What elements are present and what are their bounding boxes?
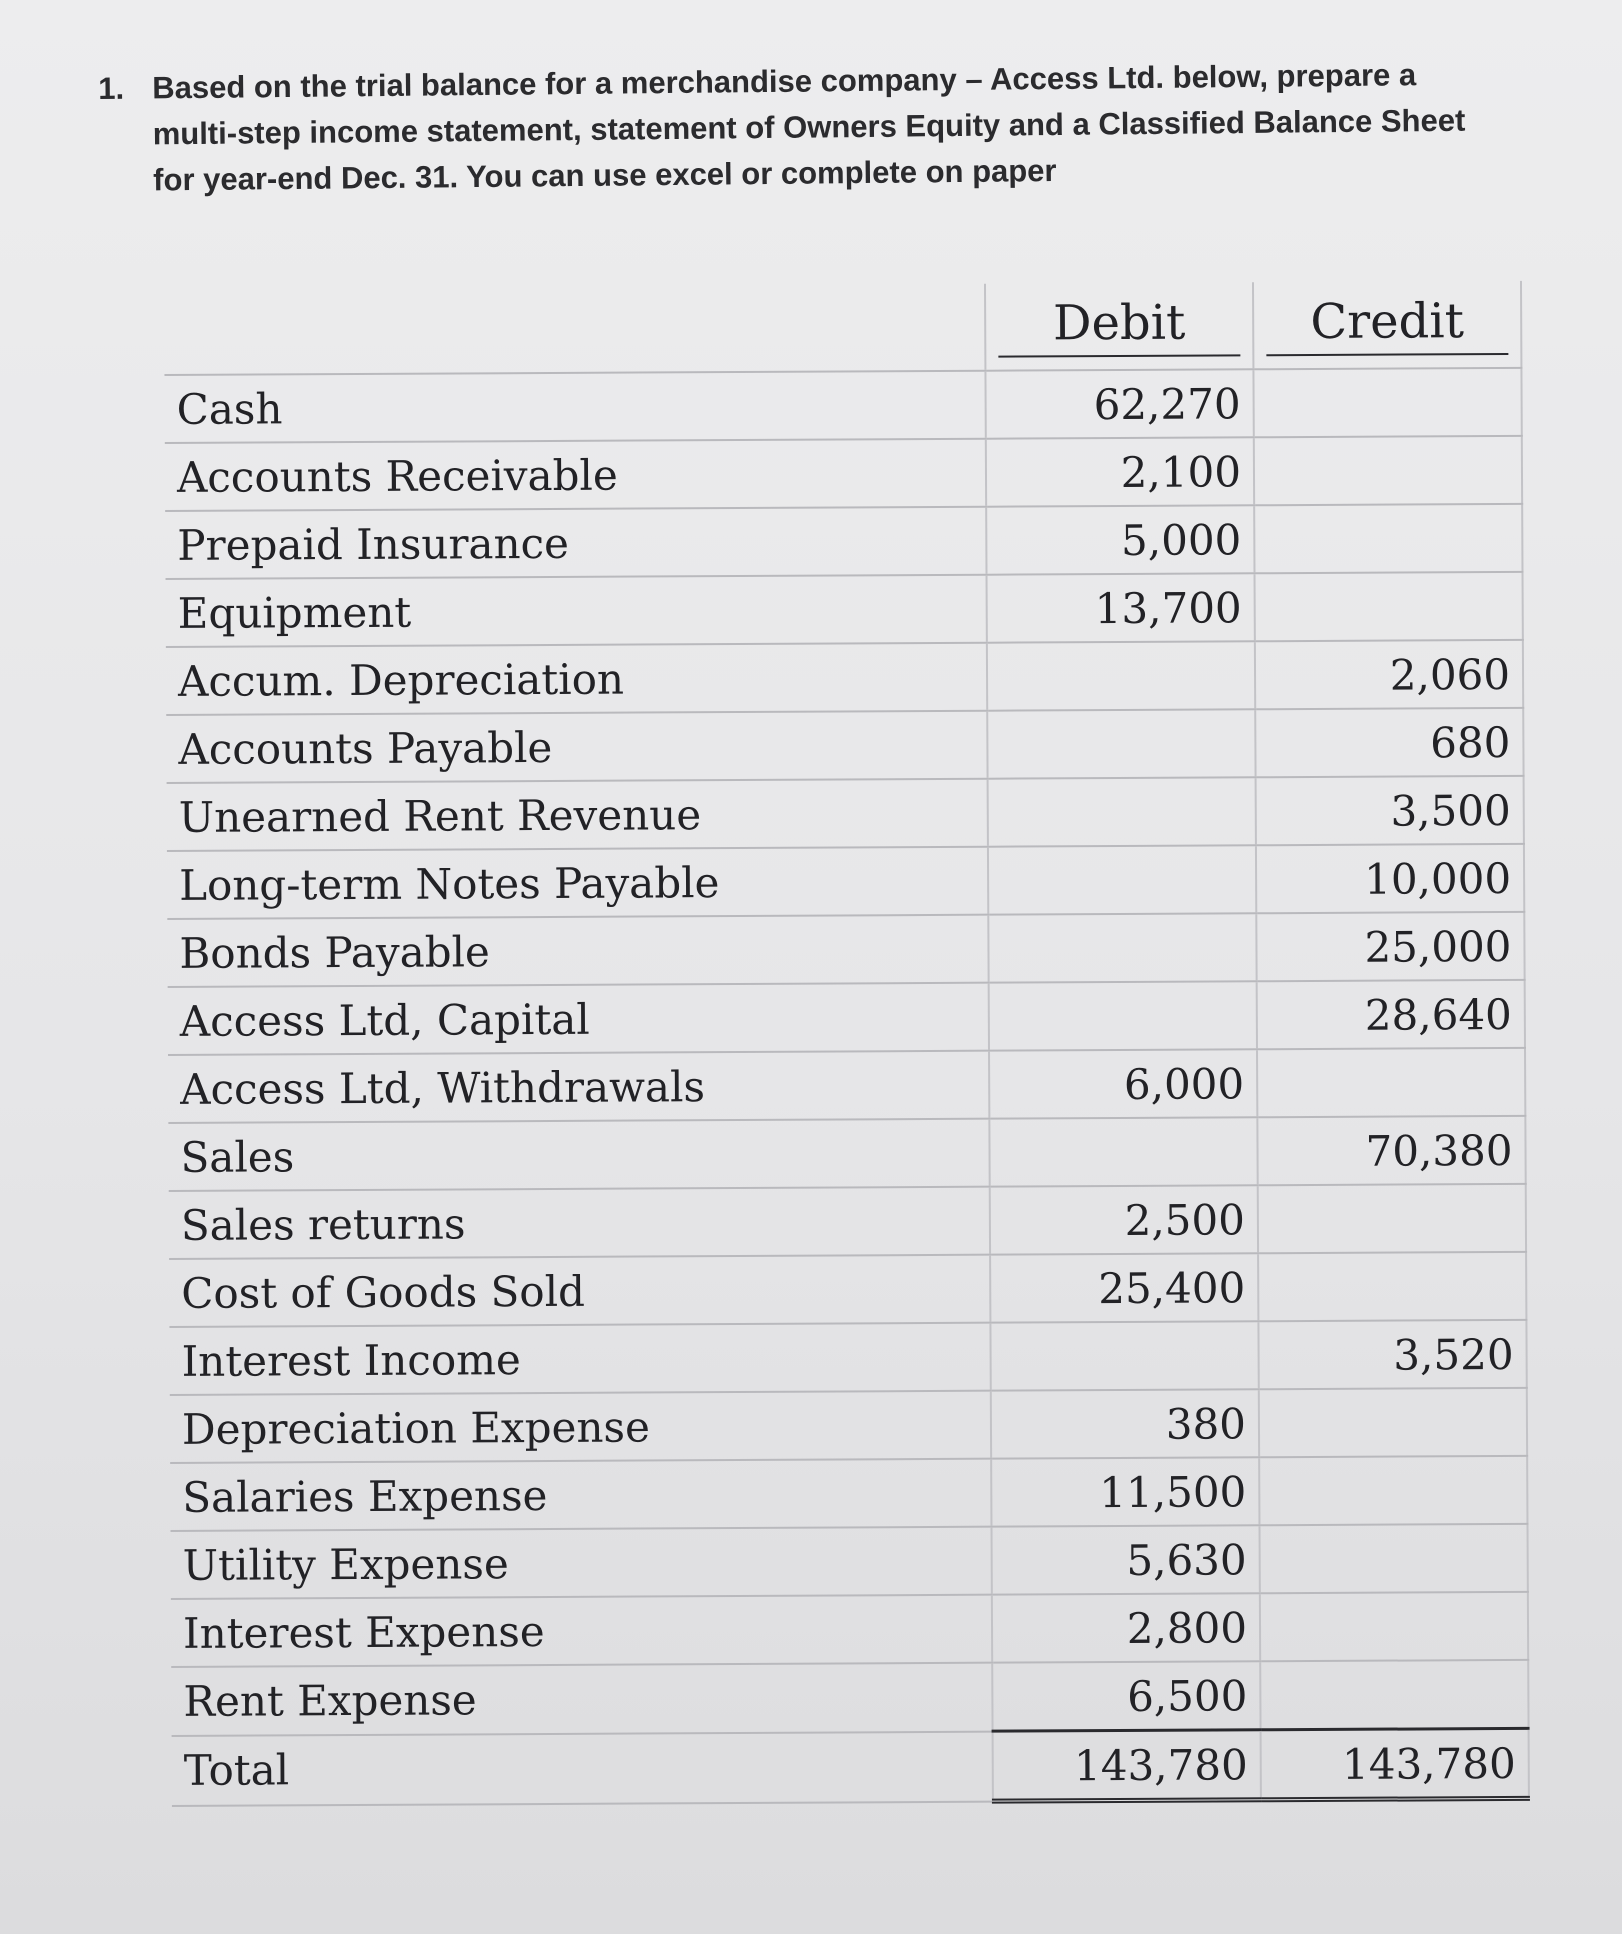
debit-amount: 11,500 bbox=[991, 1457, 1259, 1526]
credit-amount bbox=[1257, 1048, 1525, 1117]
account-name: Long-term Notes Payable bbox=[167, 847, 988, 919]
debit-amount: 25,400 bbox=[990, 1253, 1258, 1322]
account-name: Equipment bbox=[166, 575, 987, 647]
account-name: Sales returns bbox=[169, 1187, 990, 1259]
table-row bbox=[168, 980, 1525, 1055]
table-row bbox=[165, 504, 1522, 579]
debit-amount: 2,500 bbox=[990, 1185, 1258, 1254]
debit-amount bbox=[987, 709, 1255, 778]
credit-amount: 10,000 bbox=[1256, 844, 1524, 913]
account-name: Sales bbox=[168, 1119, 989, 1191]
debit-amount: 2,100 bbox=[986, 437, 1254, 506]
table-row bbox=[168, 1048, 1525, 1123]
credit-amount bbox=[1259, 1524, 1527, 1593]
debit-amount bbox=[989, 981, 1257, 1050]
credit-amount: 25,000 bbox=[1256, 912, 1524, 981]
account-name: Salaries Expense bbox=[170, 1459, 991, 1531]
table-row bbox=[171, 1524, 1528, 1599]
table-row bbox=[170, 1388, 1527, 1463]
credit-amount bbox=[1255, 572, 1523, 641]
credit-header-cell bbox=[1253, 281, 1521, 369]
table-row bbox=[166, 640, 1523, 715]
table-row bbox=[171, 1660, 1528, 1736]
total-row bbox=[172, 1728, 1529, 1805]
credit-amount bbox=[1260, 1592, 1528, 1661]
table-row bbox=[167, 844, 1524, 919]
credit-amount bbox=[1259, 1456, 1527, 1525]
table-row bbox=[167, 776, 1524, 851]
account-name: Cost of Goods Sold bbox=[169, 1255, 990, 1327]
credit-amount: 2,060 bbox=[1255, 640, 1523, 709]
debit-amount bbox=[990, 1321, 1258, 1390]
table-row bbox=[164, 368, 1521, 443]
debit-amount bbox=[988, 777, 1256, 846]
debit-amount: 6,500 bbox=[992, 1661, 1260, 1731]
table-row bbox=[166, 708, 1523, 783]
debit-amount: 13,700 bbox=[987, 573, 1255, 642]
credit-amount bbox=[1260, 1660, 1528, 1730]
account-name: Accum. Depreciation bbox=[166, 643, 987, 715]
credit-amount bbox=[1258, 1184, 1526, 1253]
credit-amount: 28,640 bbox=[1257, 980, 1525, 1049]
debit-amount bbox=[988, 845, 1256, 914]
question-text: Based on the trial balance for a merchandise company – Access Ltd. below, prepare a multi-step income statement, statement of Owners Equity and a Classified Balance Sheet for year-end Dec. 31. You can use excel or complete on paper bbox=[152, 57, 1466, 198]
account-name: Bonds Payable bbox=[167, 915, 988, 987]
account-name: Cash bbox=[164, 371, 985, 443]
credit-amount bbox=[1254, 504, 1522, 573]
account-name: Accounts Payable bbox=[166, 711, 987, 783]
table-row bbox=[168, 1116, 1525, 1191]
trial-balance bbox=[164, 281, 1530, 1808]
table-row bbox=[166, 572, 1523, 647]
debit-amount: 5,630 bbox=[991, 1525, 1259, 1594]
debit-amount bbox=[989, 1117, 1257, 1186]
account-name: Unearned Rent Revenue bbox=[167, 779, 988, 851]
credit-header: Credit bbox=[1266, 293, 1508, 356]
debit-header: Debit bbox=[998, 294, 1240, 357]
debit-header-cell bbox=[985, 282, 1253, 370]
total-label: Total bbox=[172, 1731, 993, 1805]
credit-amount: 3,500 bbox=[1256, 776, 1524, 845]
table-row bbox=[170, 1456, 1527, 1531]
account-name: Utility Expense bbox=[171, 1527, 992, 1599]
debit-amount: 2,800 bbox=[992, 1593, 1260, 1662]
credit-amount: 680 bbox=[1255, 708, 1523, 777]
debit-amount: 6,000 bbox=[989, 1049, 1257, 1118]
debit-amount: 62,270 bbox=[985, 369, 1253, 438]
account-name: Interest Income bbox=[169, 1323, 990, 1395]
table-row bbox=[169, 1184, 1526, 1259]
credit-amount bbox=[1258, 1252, 1526, 1321]
account-name: Prepaid Insurance bbox=[165, 507, 986, 579]
account-name: Access Ltd, Capital bbox=[168, 983, 989, 1055]
table-row bbox=[171, 1592, 1528, 1667]
debit-amount: 5,000 bbox=[986, 505, 1254, 574]
total-debit: 143,780 bbox=[993, 1730, 1261, 1801]
table-row bbox=[167, 912, 1524, 987]
account-name: Depreciation Expense bbox=[170, 1391, 991, 1463]
account-header bbox=[164, 284, 985, 375]
account-name: Accounts Receivable bbox=[165, 439, 986, 511]
trial-balance-table bbox=[164, 281, 1530, 1808]
table-row bbox=[169, 1252, 1526, 1327]
credit-amount bbox=[1253, 368, 1521, 437]
account-name: Rent Expense bbox=[171, 1663, 992, 1736]
credit-amount: 70,380 bbox=[1257, 1116, 1525, 1185]
credit-amount bbox=[1254, 436, 1522, 505]
question bbox=[98, 52, 1479, 204]
table-row bbox=[165, 436, 1522, 511]
debit-amount bbox=[987, 641, 1255, 710]
total-credit: 143,780 bbox=[1261, 1728, 1529, 1799]
question-number: 1. bbox=[98, 70, 125, 106]
header-row bbox=[164, 281, 1521, 375]
credit-amount bbox=[1259, 1388, 1527, 1457]
credit-amount: 3,520 bbox=[1258, 1320, 1526, 1389]
table-row bbox=[169, 1320, 1526, 1395]
debit-amount: 380 bbox=[991, 1389, 1259, 1458]
debit-amount bbox=[988, 913, 1256, 982]
account-name: Access Ltd, Withdrawals bbox=[168, 1051, 989, 1123]
account-name: Interest Expense bbox=[171, 1595, 992, 1667]
